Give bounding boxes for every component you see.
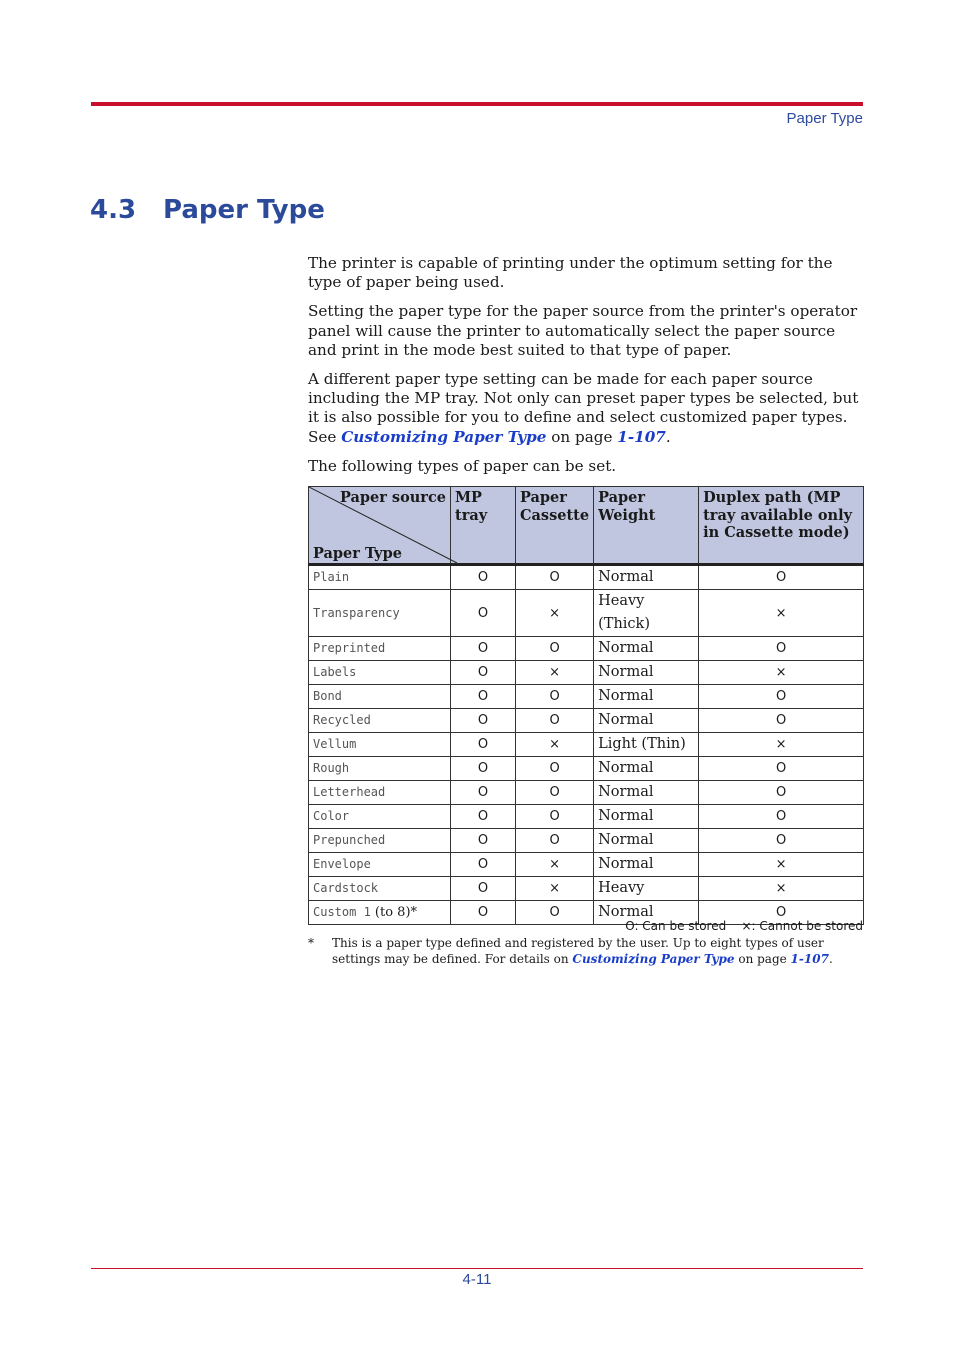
type-cell xyxy=(309,877,451,901)
paragraph-text: . xyxy=(665,427,671,446)
table-row xyxy=(309,685,864,709)
weight-cell: Light (Thin) xyxy=(594,733,699,757)
legend xyxy=(625,919,863,933)
weight-cell: Normal xyxy=(594,685,699,709)
paragraph-text: on page xyxy=(546,427,618,446)
table-header-row xyxy=(309,487,864,565)
footnote-customizing-link[interactable]: Customizing Paper Type xyxy=(572,952,735,966)
cassette-cell: × xyxy=(516,853,594,877)
running-head: Paper Type xyxy=(786,110,863,127)
weight-cell: Normal xyxy=(594,709,699,733)
paper-type-name: Rough xyxy=(313,761,350,775)
section-title xyxy=(90,195,325,225)
type-cell xyxy=(309,853,451,877)
paper-type-suffix: (to 8)* xyxy=(370,905,418,920)
cassette-cell: × xyxy=(516,661,594,685)
paragraph-text: A different paper type setting can be made for each paper source including the MP tray. Not only can preset paper types be selected, but it is also possible for you to define and select customized paper types. See xyxy=(308,370,859,446)
cassette-cell: O xyxy=(516,709,594,733)
cassette-cell: × xyxy=(516,590,594,637)
paper-type-name: Bond xyxy=(313,689,342,703)
table-row xyxy=(309,757,864,781)
weight-cell: Normal xyxy=(594,661,699,685)
cassette-cell: O xyxy=(516,781,594,805)
paper-type-name: Labels xyxy=(313,665,357,679)
mp-tray-cell: O xyxy=(451,685,516,709)
duplex-cell: O xyxy=(699,829,864,853)
table-row xyxy=(309,733,864,757)
duplex-cell: O xyxy=(699,781,864,805)
duplex-cell: × xyxy=(699,661,864,685)
cassette-cell: O xyxy=(516,637,594,661)
page-number: 4-11 xyxy=(462,1271,492,1288)
paragraph: The printer is capable of printing under the optimum setting for the type of paper being used. xyxy=(308,254,833,292)
page-reference-link[interactable]: 1-107 xyxy=(617,427,666,446)
weight-cell: Heavy xyxy=(594,877,699,901)
table-row xyxy=(309,877,864,901)
cassette-cell: O xyxy=(516,829,594,853)
column-header-weight: Paper Weight xyxy=(594,487,699,565)
type-cell xyxy=(309,781,451,805)
duplex-cell: × xyxy=(699,853,864,877)
paper-type-table xyxy=(308,486,864,925)
paper-type-name: Cardstock xyxy=(313,881,379,895)
paragraph: Setting the paper type for the paper source from the printer's operator panel will cause the printer to automatically select the paper source and print in the mode best suited to that type of paper. xyxy=(308,302,858,359)
duplex-cell: × xyxy=(699,877,864,901)
bottom-rule xyxy=(91,1268,863,1269)
table-row xyxy=(309,661,864,685)
weight-cell: Normal xyxy=(594,829,699,853)
duplex-cell: × xyxy=(699,590,864,637)
paper-type-name: Custom 1 xyxy=(313,905,371,919)
cassette-cell: O xyxy=(516,565,594,590)
duplex-cell: O xyxy=(699,637,864,661)
duplex-cell: O xyxy=(699,901,864,925)
type-cell xyxy=(309,590,451,637)
mp-tray-cell: O xyxy=(451,853,516,877)
cassette-cell: × xyxy=(516,733,594,757)
weight-cell: Normal xyxy=(594,565,699,590)
paper-type-name: Recycled xyxy=(313,713,371,727)
paper-type-name: Prepunched xyxy=(313,833,386,847)
paper-type-name: Vellum xyxy=(313,737,357,751)
footnote-text xyxy=(332,935,864,967)
paper-type-name: Envelope xyxy=(313,857,371,871)
mp-tray-cell: O xyxy=(451,637,516,661)
duplex-cell: O xyxy=(699,709,864,733)
weight-cell: Normal xyxy=(594,637,699,661)
mp-tray-cell: O xyxy=(451,709,516,733)
footnote xyxy=(308,935,864,967)
cassette-cell: O xyxy=(516,757,594,781)
paper-type-name: Color xyxy=(313,809,350,823)
duplex-cell: × xyxy=(699,733,864,757)
type-cell xyxy=(309,757,451,781)
table-row xyxy=(309,853,864,877)
column-header-duplex: Duplex path (MP tray available only in Cassette mode) xyxy=(699,487,864,565)
mp-tray-cell: O xyxy=(451,565,516,590)
table-row xyxy=(309,709,864,733)
weight-cell: Normal xyxy=(594,853,699,877)
weight-cell: Heavy (Thick) xyxy=(594,590,699,637)
weight-cell: Normal xyxy=(594,757,699,781)
mp-tray-cell: O xyxy=(451,733,516,757)
paper-source-header: Paper source xyxy=(339,489,446,506)
paper-type-header: Paper Type xyxy=(313,544,402,562)
top-rule xyxy=(91,102,863,106)
type-cell xyxy=(309,829,451,853)
mp-tray-cell: O xyxy=(451,877,516,901)
type-cell xyxy=(309,805,451,829)
legend-cannot-store: ×: Cannot be stored xyxy=(741,919,863,933)
cassette-cell: O xyxy=(516,901,594,925)
mp-tray-cell: O xyxy=(451,901,516,925)
table-row xyxy=(309,781,864,805)
column-header-cassette: Paper Cassette xyxy=(516,487,594,565)
section-title-text: Paper Type xyxy=(163,195,325,225)
weight-cell: Normal xyxy=(594,805,699,829)
footnote-page-link[interactable]: 1-107 xyxy=(790,952,829,966)
type-cell xyxy=(309,565,451,590)
type-cell xyxy=(309,685,451,709)
mp-tray-cell: O xyxy=(451,805,516,829)
body-text xyxy=(308,254,864,486)
column-header-mp-tray: MP tray xyxy=(451,487,516,565)
type-cell xyxy=(309,709,451,733)
customizing-paper-type-link[interactable]: Customizing Paper Type xyxy=(341,427,547,446)
footnote-marker: * xyxy=(308,936,314,950)
paper-type-name: Plain xyxy=(313,570,350,584)
mp-tray-cell: O xyxy=(451,829,516,853)
footnote-body: . xyxy=(828,952,833,966)
paper-type-name: Transparency xyxy=(313,605,400,620)
duplex-cell: O xyxy=(699,685,864,709)
duplex-cell: O xyxy=(699,565,864,590)
paper-type-name: Letterhead xyxy=(313,785,386,799)
cassette-cell: O xyxy=(516,685,594,709)
type-cell xyxy=(309,661,451,685)
type-cell xyxy=(309,901,451,925)
weight-cell: Normal xyxy=(594,781,699,805)
cassette-cell: O xyxy=(516,805,594,829)
paragraph: The following types of paper can be set. xyxy=(308,456,617,475)
mp-tray-cell: O xyxy=(451,590,516,637)
mp-tray-cell: O xyxy=(451,661,516,685)
type-cell xyxy=(309,733,451,757)
table-row xyxy=(309,637,864,661)
table-row xyxy=(309,590,864,637)
table-row xyxy=(309,805,864,829)
mp-tray-cell: O xyxy=(451,757,516,781)
section-number: 4.3 xyxy=(90,195,137,225)
type-cell xyxy=(309,637,451,661)
table-row xyxy=(309,829,864,853)
paragraph xyxy=(308,370,864,447)
legend-can-store: O: Can be stored xyxy=(625,919,727,933)
table-row xyxy=(309,565,864,590)
paper-type-name: Preprinted xyxy=(313,641,386,655)
cassette-cell: × xyxy=(516,877,594,901)
duplex-cell: O xyxy=(699,805,864,829)
weight-cell: Normal xyxy=(594,901,699,925)
footnote-body: This is a paper type defined and registered by the user. Up to eight types of user settings may be defined. For details on xyxy=(332,936,824,966)
mp-tray-cell: O xyxy=(451,781,516,805)
diagonal-header-cell xyxy=(309,487,451,565)
footnote-body: on page xyxy=(734,952,791,966)
duplex-cell: O xyxy=(699,757,864,781)
